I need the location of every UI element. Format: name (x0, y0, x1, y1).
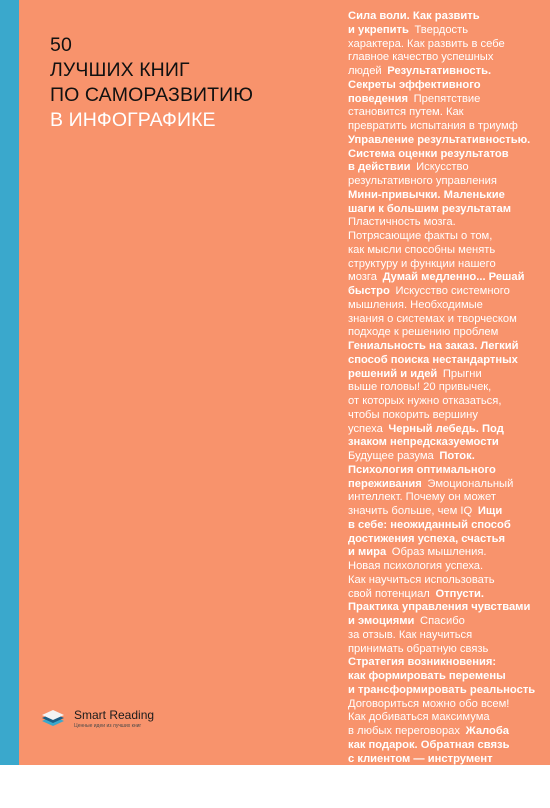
book-list-line (348, 780, 550, 794)
book-list-line (348, 450, 550, 464)
book-title: Ищи (477, 505, 503, 517)
book-description: выше головы! 20 привычек, (348, 381, 492, 394)
book-list-line (348, 203, 550, 217)
book-description: мышления. Необходимые (348, 298, 483, 311)
book-description: Как научиться использовать (348, 573, 495, 586)
book-description: людей (348, 65, 382, 77)
book-description: характера. Как развить в себе (348, 37, 505, 50)
book-description: результативного управления (348, 175, 497, 187)
book-title: поведения (348, 92, 409, 105)
book-list-line (348, 519, 550, 533)
book-list-line (348, 560, 550, 574)
logo-tagline: Ценные идеи из лучших книг (74, 723, 142, 729)
book-description: принимать обратную связь (348, 642, 489, 655)
book-title: Отпусти. (435, 587, 485, 600)
book-list-line (348, 134, 550, 148)
book-description: Препятствие (413, 92, 481, 105)
book-list-line (348, 38, 550, 52)
publisher-logo (40, 708, 154, 730)
book-list-line (348, 656, 550, 670)
book-list-line (348, 436, 550, 450)
book-title: знаком непредсказуемости (348, 436, 499, 449)
book-description: Образ мышления. (391, 546, 487, 559)
book-list-line (348, 711, 550, 725)
book-list-line (348, 794, 550, 808)
book-list-line (348, 601, 550, 615)
book-list-line (348, 93, 550, 107)
book-list-line (348, 684, 550, 698)
book-description: Искусство (416, 161, 469, 174)
book-list-line (348, 574, 550, 588)
book-description: Твердость (414, 23, 469, 36)
title-number: 50 (50, 34, 72, 56)
book-description: свой потенциал (348, 587, 430, 600)
book-list-line (348, 643, 550, 657)
book-title: как подарок. Обратная связь (348, 738, 510, 751)
book-description: Искусство системного (395, 285, 510, 297)
cover-spine-stripe (0, 0, 19, 765)
book-description: что угодно (348, 793, 403, 806)
book-description: структуру и функции нашего (348, 257, 496, 270)
book-description: Прыгни (442, 367, 482, 380)
book-description: в любых переговорах (348, 725, 460, 737)
book-list-line (348, 313, 550, 327)
book-title: маркетинговой стратегии (348, 766, 490, 779)
book-description: Будущее разума (348, 450, 434, 462)
book-list-line (348, 725, 550, 739)
book-list-line (348, 299, 550, 313)
book-description: влияния. Как изменить все (348, 780, 488, 792)
book-list-line (348, 533, 550, 547)
book-title: Управление результативностью. (348, 133, 531, 146)
book-list-line (348, 766, 550, 780)
book-list-line (348, 368, 550, 382)
book-title: решений и идей (348, 367, 438, 380)
book-description: знания о системах и творческом (348, 312, 517, 325)
book-description: Как добиваться максимума (348, 711, 490, 724)
book-description: Потрясающие факты о том, (348, 230, 493, 242)
book-list-line (348, 258, 550, 272)
book-list-line (348, 409, 550, 423)
book-list-line (348, 175, 550, 189)
book-description: Агент (495, 766, 525, 779)
book-list-line (348, 65, 550, 79)
book-list-line (348, 24, 550, 38)
book-title: шаги к большим результатам (348, 202, 512, 215)
book-list-line (348, 354, 550, 368)
book-title: Практика управления чувствами (348, 601, 531, 614)
book-title: с клиентом — инструмент (348, 752, 493, 765)
book-list-line (348, 79, 550, 93)
book-list-line (348, 244, 550, 258)
book-title: переживания (348, 477, 422, 490)
book-title: и укрепить (348, 23, 409, 36)
book-title: достижения успеха, счастья (348, 532, 506, 545)
book-list-line (348, 464, 550, 478)
book-list-line (348, 216, 550, 230)
book-title: Секреты эффективного (348, 78, 481, 91)
book-title: Психология оптимального (348, 463, 496, 476)
book-description: от которых нужно отказаться, (348, 395, 502, 407)
book-list-line (348, 670, 550, 684)
book-list-line (348, 615, 550, 629)
logo-name: Smart Reading (74, 708, 155, 722)
book-list-line (348, 106, 550, 120)
book-title: как формировать перемены (348, 670, 506, 682)
book-title: Лидер без титула (408, 793, 506, 806)
title-accent-line: В ИНФОГРАФИКЕ (50, 109, 216, 131)
book-description: за отзыв. Как научиться (348, 628, 473, 641)
title-line-3: ПО САМОРАЗВИТИЮ (50, 84, 254, 106)
book-list-line (348, 271, 550, 285)
book-title: в себе: неожиданный способ (348, 518, 511, 531)
book-list-line (348, 230, 550, 244)
book-description: значить больше, чем IQ (348, 505, 473, 517)
book-list-line (348, 120, 550, 134)
book-title: Гениальность на заказ. Легкий (348, 340, 519, 352)
book-list-line (348, 381, 550, 395)
book-list (348, 10, 550, 808)
book-list-line (348, 423, 550, 437)
book-description: подходе к решению проблем (348, 326, 499, 339)
book-title: Думай медленно... Решай (382, 271, 525, 284)
title-line-2: ЛУЧШИХ КНИГ (50, 59, 190, 81)
book-title: способ поиска нестандартных (348, 353, 518, 366)
book-list-line (348, 505, 550, 519)
book-description: мозга (348, 271, 377, 284)
book-list-line (348, 285, 550, 299)
book-list-line (348, 340, 550, 354)
book-description: превратить испытания в триумф (348, 120, 518, 132)
book-list-line (348, 588, 550, 602)
book-list-line (348, 491, 550, 505)
book-description: Эмоциональный (427, 477, 514, 490)
book-description: чтобы покорить вершину (348, 408, 478, 421)
book-list-line (348, 148, 550, 162)
book-list-line (348, 10, 550, 24)
book-list-line (348, 739, 550, 753)
book-description: становится путем. Как (348, 106, 464, 119)
book-title: Сила воли. Как развить (348, 10, 480, 22)
book-description: главное качество успешных (348, 51, 494, 64)
book-list-line (348, 161, 550, 175)
book-description: успеха (348, 422, 383, 435)
book-title: быстро (348, 285, 390, 297)
book-title: Черный лебедь. Под (388, 422, 504, 435)
book-title: и эмоциями (348, 615, 415, 627)
book-title: Мини-привычки. Маленькие (348, 188, 505, 201)
book-list-line (348, 189, 550, 203)
book-list-line (348, 395, 550, 409)
book-title: и мира (348, 546, 387, 559)
book-title: Стратегия возникновения: (348, 656, 497, 669)
book-list-line (348, 51, 550, 65)
book-description: Новая психология успеха. (348, 560, 484, 572)
book-description: Пластичность мозга. (348, 216, 456, 229)
book-list-line (348, 753, 550, 767)
book-title: Результативность. (387, 65, 492, 77)
book-title: Система оценки результатов (348, 147, 509, 160)
book-description: как мысли способны менять (348, 243, 496, 256)
book-list-line (348, 698, 550, 712)
book-list-line (348, 478, 550, 492)
book-title: в действии (348, 161, 411, 174)
book-description: Спасибо (420, 615, 465, 627)
book-title: и трансформировать реальность (348, 683, 536, 696)
book-list-line (348, 546, 550, 560)
book-description: интеллект. Почему он может (348, 491, 497, 504)
book-description: Договориться можно обо всем! (348, 697, 510, 710)
book-title: Жалоба (465, 725, 509, 737)
smart-reading-logo-icon (40, 708, 66, 730)
book-title: Поток. (439, 450, 475, 462)
book-list-line (348, 326, 550, 340)
book-list-line (348, 629, 550, 643)
cover-title (50, 33, 253, 133)
